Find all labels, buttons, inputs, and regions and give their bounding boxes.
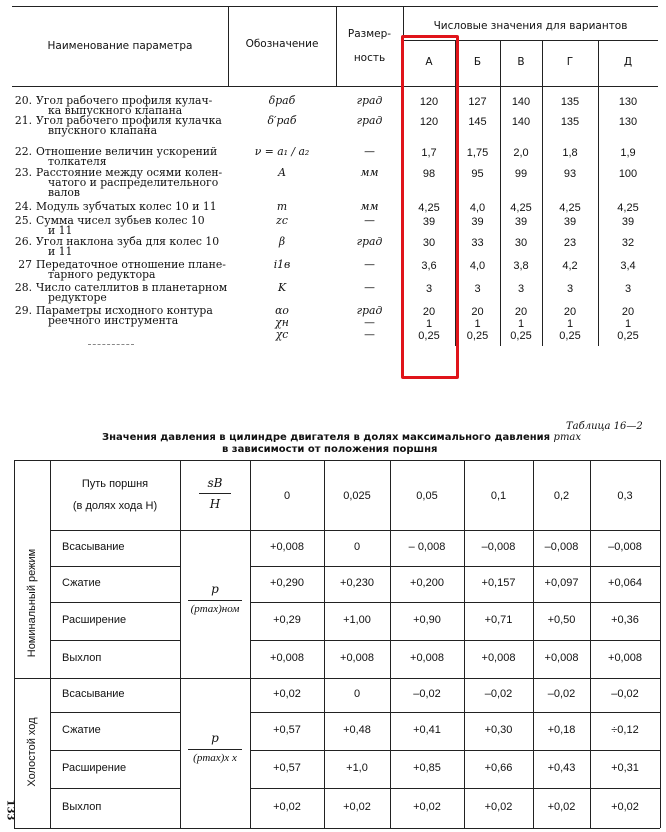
value-cell: +0,02 <box>413 801 441 813</box>
value-cell: 3 <box>624 283 632 295</box>
value-cell: 3,4 <box>620 260 636 272</box>
row-number: 21. <box>14 114 32 127</box>
parameter-name: валов <box>48 186 80 199</box>
row-number: 24. <box>14 200 32 213</box>
value-cell: –0,008 <box>608 541 642 553</box>
value-cell: – 0,008 <box>408 541 446 553</box>
column-divider <box>50 460 51 828</box>
value-cell: 23 <box>563 237 577 249</box>
value-cell: 3,8 <box>513 260 529 272</box>
value-cell: +0,85 <box>413 762 441 774</box>
value-cell: 30 <box>514 237 528 249</box>
value-cell: –0,02 <box>611 688 639 700</box>
value-cell: 20 <box>621 306 635 318</box>
row-divider <box>50 640 180 641</box>
variant-header-4: Г <box>566 56 574 68</box>
designation-symbol: αo <box>275 304 289 317</box>
dimension-unit: — <box>364 145 375 158</box>
value-cell: +0,02 <box>611 801 639 813</box>
column-divider <box>14 460 15 828</box>
value-cell: +0,57 <box>273 762 301 774</box>
row-divider <box>50 712 180 713</box>
row-number: 22. <box>14 145 32 158</box>
row-number: 26. <box>14 235 32 248</box>
formula-numerator: p <box>211 731 219 745</box>
value-cell: 120 <box>419 116 439 128</box>
value-cell: –0,02 <box>413 688 441 700</box>
group-label: Номинальный режим <box>26 548 38 658</box>
value-cell: 39 <box>514 216 528 228</box>
row-label: Выхлоп <box>62 801 102 813</box>
parameter-name: и 11 <box>48 245 73 258</box>
value-cell: +0,008 <box>270 541 304 553</box>
value-cell: +0,57 <box>273 724 301 736</box>
row-divider <box>250 750 660 751</box>
value-cell: 0 <box>353 688 361 700</box>
column-header: 0,2 <box>553 490 570 502</box>
value-cell: 3 <box>566 283 574 295</box>
value-cell: +0,18 <box>547 724 576 736</box>
value-cell: 95 <box>471 168 484 180</box>
value-cell: 1 <box>624 318 632 330</box>
value-cell: 98 <box>422 168 436 180</box>
value-cell: 0,25 <box>617 330 639 342</box>
value-cell: 99 <box>514 168 528 180</box>
value-cell: 39 <box>621 216 635 228</box>
dimension-unit: — <box>364 328 375 341</box>
variant-header-5: Д <box>623 56 633 68</box>
value-cell: –0,008 <box>481 541 516 553</box>
row-divider <box>50 602 180 603</box>
value-cell: 20 <box>514 306 528 318</box>
value-cell: 4,25 <box>510 202 532 214</box>
variant-header-2: Б <box>473 56 482 68</box>
formula-denominator: (pmax)x x <box>193 752 237 764</box>
value-cell: 1 <box>425 318 433 330</box>
value-cell: +1,00 <box>343 614 371 626</box>
designation-symbol: K <box>277 281 287 294</box>
designation-symbol: A <box>278 166 286 179</box>
highlight-box-variant-a <box>401 35 459 379</box>
value-cell: +0,02 <box>273 801 301 813</box>
row-divider <box>50 750 180 751</box>
column-header: 0,025 <box>343 490 371 502</box>
row-number: 28. <box>14 281 32 294</box>
parameter-name: редукторе <box>48 291 107 304</box>
value-cell: 4,25 <box>559 202 581 214</box>
value-cell: 0,25 <box>466 330 489 342</box>
row-number: 27 <box>18 258 32 271</box>
value-cell: +0,290 <box>270 577 304 589</box>
value-cell: +0,02 <box>273 688 301 700</box>
variant-header-1: А <box>425 56 433 68</box>
value-cell: 145 <box>468 116 487 128</box>
value-cell: 30 <box>422 237 436 249</box>
value-cell: 1 <box>566 318 574 330</box>
group-label: Холостой ход <box>26 717 38 787</box>
row-label: Сжатие <box>62 577 101 589</box>
row-number: 25. <box>14 214 32 227</box>
parameter-name: Параметры исходного контура <box>36 304 213 317</box>
value-cell: +0,48 <box>343 724 371 736</box>
formula-denominator: (pmax)ном <box>190 603 240 615</box>
parameter-name: Сумма чисел зубьев колес 10 <box>36 214 205 227</box>
column-header: 0,1 <box>490 490 507 502</box>
value-cell: +0,41 <box>413 724 441 736</box>
row-label: Расширение <box>62 762 127 774</box>
row-number: 20. <box>14 94 32 107</box>
value-cell: 1,75 <box>466 147 489 159</box>
row-divider <box>250 566 660 567</box>
value-cell: +0,157 <box>481 577 516 589</box>
parameter-name: Отношение величин ускорений <box>36 145 218 158</box>
value-cell: 0,25 <box>510 330 532 342</box>
value-cell: 4,25 <box>418 202 440 214</box>
dimension-unit: мм <box>360 200 379 213</box>
value-cell: 140 <box>511 116 531 128</box>
dimension-unit: — <box>364 281 375 294</box>
value-cell: ÷0,12 <box>611 724 639 736</box>
column-header-dimension-line1: Размер- <box>347 28 392 40</box>
column-header: 0,05 <box>416 490 438 502</box>
designation-symbol: δраб <box>268 94 296 107</box>
designation-symbol: m <box>276 200 288 213</box>
value-cell: +0,064 <box>608 577 642 589</box>
value-cell: +0,230 <box>340 577 374 589</box>
row-divider <box>50 566 180 567</box>
column-divider <box>660 460 661 828</box>
dimension-unit: град <box>356 94 383 107</box>
value-cell: 0,25 <box>418 330 440 342</box>
parameter-name: Угол рабочего профиля кулачка <box>36 114 222 127</box>
value-cell: 1 <box>474 318 481 330</box>
value-cell: 39 <box>563 216 577 228</box>
value-cell: 33 <box>471 237 484 249</box>
value-cell: +1,0 <box>346 762 368 774</box>
dimension-unit: — <box>364 316 375 329</box>
row-label: Всасывание <box>62 688 125 700</box>
row-divider <box>250 602 660 603</box>
designation-symbol: ν = a₁ / a₂ <box>254 145 310 158</box>
parameter-name: тарного редуктора <box>48 268 156 281</box>
value-cell: 2,0 <box>513 147 529 159</box>
parameter-name: чатого и распределительного <box>48 176 219 189</box>
value-cell: +0,008 <box>340 652 374 664</box>
designation-symbol: β <box>278 235 286 248</box>
value-cell: +0,29 <box>273 614 301 626</box>
value-cell: 3 <box>474 283 481 295</box>
value-cell: 39 <box>422 216 436 228</box>
column-divider <box>180 460 181 828</box>
value-cell: 20 <box>563 306 577 318</box>
designation-symbol: δ′раб <box>267 114 297 127</box>
value-cell: +0,71 <box>484 614 513 626</box>
row-label: Выхлоп <box>62 652 102 664</box>
parameter-name: толкателя <box>48 155 107 168</box>
value-cell: +0,02 <box>484 801 513 813</box>
value-cell: 3 <box>517 283 525 295</box>
value-cell: +0,90 <box>413 614 441 626</box>
value-cell: +0,36 <box>611 614 639 626</box>
table-border <box>14 460 660 461</box>
table-title-line1: Значения давления в цилиндре двигателя в долях максимального давления pmax <box>102 432 582 443</box>
value-cell: 135 <box>560 116 580 128</box>
table-label: Таблица 16—2 <box>566 421 643 432</box>
value-cell: +0,008 <box>544 652 579 664</box>
row-label: Расширение <box>62 614 127 626</box>
value-cell: 120 <box>419 96 439 108</box>
value-cell: 4,0 <box>469 202 486 214</box>
parameter-name: Угол наклона зуба для колес 10 <box>36 235 220 248</box>
value-cell: 130 <box>618 116 638 128</box>
row-label: Сжатие <box>62 724 101 736</box>
value-cell: 4,25 <box>617 202 639 214</box>
value-cell: +0,02 <box>343 801 371 813</box>
dimension-unit: град <box>356 114 383 127</box>
designation-symbol: χн <box>275 316 289 329</box>
column-header-name: Наименование параметра <box>47 40 193 52</box>
value-cell: +0,50 <box>547 614 576 626</box>
row-number: 29. <box>14 304 32 317</box>
value-cell: +0,097 <box>544 577 579 589</box>
designation-symbol: χc <box>275 328 289 341</box>
value-cell: 32 <box>621 237 635 249</box>
header-path-line1: Путь поршня <box>81 478 149 490</box>
value-cell: +0,008 <box>410 652 444 664</box>
parameter-name: реечного инструмента <box>48 314 179 327</box>
dimension-unit: град <box>356 235 383 248</box>
dimension-unit: мм <box>360 166 379 179</box>
value-cell: 0 <box>353 541 361 553</box>
parameter-name: Угол рабочего профиля кулач- <box>36 94 213 107</box>
value-cell: 0,25 <box>559 330 581 342</box>
value-cell: +0,008 <box>270 652 304 664</box>
value-cell: 4,0 <box>469 260 486 272</box>
fraction-bar <box>199 493 231 494</box>
table-border <box>14 828 660 829</box>
header-divider <box>50 530 660 531</box>
value-cell: 39 <box>471 216 484 228</box>
value-cell: +0,008 <box>481 652 516 664</box>
value-cell: 1 <box>517 318 525 330</box>
header-path-line2: (в долях хода H) <box>72 500 158 512</box>
header-H: H <box>209 497 221 511</box>
variant-header-3: В <box>517 56 525 68</box>
dimension-unit: град <box>356 304 383 317</box>
row-divider <box>250 640 660 641</box>
parameter-name: ка выпускного клапана <box>48 104 183 117</box>
value-cell: +0,02 <box>547 801 576 813</box>
table-title-line2: в зависимости от положения поршня <box>222 444 438 455</box>
value-cell: 4,2 <box>562 260 578 272</box>
value-cell: 127 <box>468 96 487 108</box>
column-header: 0 <box>283 490 291 502</box>
row-divider <box>250 788 660 789</box>
parameter-name: впускного клапана <box>48 124 158 137</box>
row-label: Всасывание <box>62 541 125 553</box>
value-cell: +0,200 <box>410 577 444 589</box>
value-cell: 20 <box>471 306 484 318</box>
value-cell: –0,02 <box>484 688 513 700</box>
header-sb: sB <box>207 476 223 490</box>
value-cell: +0,43 <box>547 762 576 774</box>
parameter-name: Модуль зубчатых колес 10 и 11 <box>36 200 217 213</box>
fraction-bar <box>188 749 242 750</box>
value-cell: –0,02 <box>547 688 576 700</box>
designation-symbol: i1в <box>273 258 291 271</box>
parameter-name: Число сателлитов в планетарном <box>36 281 228 294</box>
column-header: 0,3 <box>617 490 633 502</box>
value-cell: 100 <box>618 168 638 180</box>
decorative-dashes <box>88 344 134 345</box>
value-cell: +0,30 <box>484 724 513 736</box>
value-cell: 3,6 <box>421 260 437 272</box>
value-cell: 93 <box>563 168 577 180</box>
value-cell: 1,8 <box>562 147 578 159</box>
dimension-unit: — <box>364 258 375 271</box>
page-number: 133 <box>4 799 16 821</box>
value-cell: 140 <box>511 96 531 108</box>
value-cell: +0,008 <box>608 652 642 664</box>
row-number: 23. <box>14 166 32 179</box>
value-cell: +0,31 <box>611 762 639 774</box>
parameter-name: Расстояние между осями колен- <box>36 166 223 179</box>
column-header-designation: Обозначение <box>245 38 319 50</box>
value-cell: –0,008 <box>544 541 579 553</box>
designation-symbol: zc <box>276 214 288 227</box>
value-cell: 130 <box>618 96 638 108</box>
column-header-dimension-line2: ность <box>353 52 386 64</box>
value-cell: 135 <box>560 96 580 108</box>
value-cell: +0,66 <box>484 762 513 774</box>
fraction-bar <box>188 600 242 601</box>
value-cell: 1,7 <box>421 147 437 159</box>
group-divider <box>14 678 660 679</box>
row-divider <box>250 712 660 713</box>
title-pmax: pmax <box>553 432 582 443</box>
value-cell: 3 <box>425 283 433 295</box>
formula-numerator: p <box>211 582 219 596</box>
value-cell: 20 <box>422 306 436 318</box>
parameter-name: Передаточное отношение плане- <box>36 258 226 271</box>
row-divider <box>50 788 180 789</box>
column-header-values-group: Числовые значения для вариантов <box>433 20 628 32</box>
dimension-unit: — <box>364 214 375 227</box>
value-cell: 1,9 <box>620 147 636 159</box>
parameter-name: и 11 <box>48 224 73 237</box>
